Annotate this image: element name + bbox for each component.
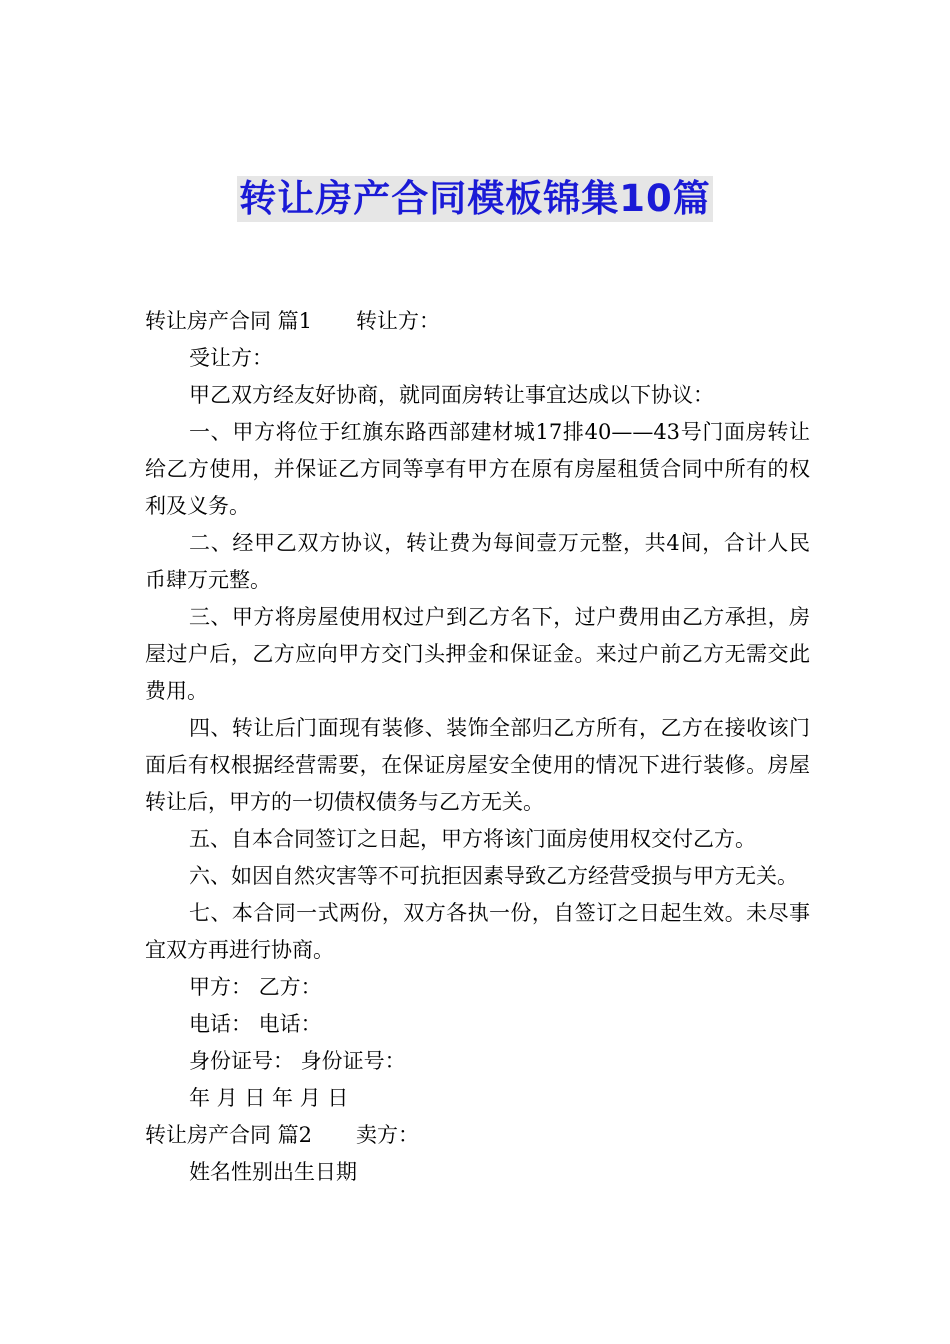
document-title: 转让房产合同模板锦集10篇 [239, 177, 711, 220]
body-paragraph: 三、甲方将房屋使用权过户到乙方名下，过户费用由乙方承担，房屋过户后，乙方应向甲方交门头押金和保证金。来过户前乙方无需交此费用。 [145, 605, 810, 703]
body-paragraph: 五、自本合同签订之日起，甲方将该门面房使用权交付乙方。 [189, 827, 756, 851]
body-paragraph: 甲乙双方经友好协商，就同面房转让事宜达成以下协议： [189, 383, 714, 407]
body-paragraph: 电话： 电话： [189, 1012, 322, 1036]
section-first-line: 卖方： [356, 1123, 420, 1147]
body-paragraph: 年 月 日 年 月 日 [189, 1086, 349, 1110]
body-paragraph: 二、经甲乙双方协议，转让费为每间壹万元整，共4间，合计人民币肆万元整。 [145, 531, 810, 592]
title-wrap [0, 176, 950, 222]
section-label: 转让房产合同 篇2 [145, 1123, 313, 1147]
body-paragraph: 四、转让后门面现有装修、装饰全部归乙方所有，乙方在接收该门面后有权根据经营需要，在保证房屋安全使用的情况下进行装修。房屋转让后，甲方的一切债权债务与乙方无关。 [145, 716, 810, 814]
section-heading [145, 1117, 810, 1154]
section-heading [145, 303, 810, 340]
body-paragraph: 一、甲方将位于红旗东路西部建材城17排40——43号门面房转让给乙方使用，并保证乙方同等享有甲方在原有房屋租赁合同中所有的权利及义务。 [145, 420, 810, 518]
section-label: 转让房产合同 篇1 [145, 309, 313, 333]
section-first-line: 转让方： [356, 309, 441, 333]
body-paragraph: 六、如因自然灾害等不可抗拒因素导致乙方经营受损与甲方无关。 [189, 864, 798, 888]
document-body [145, 303, 810, 1191]
body-paragraph: 甲方： 乙方： [189, 975, 322, 999]
body-paragraph: 姓名性别出生日期 [189, 1160, 357, 1184]
body-paragraph: 七、本合同一式两份，双方各执一份，自签订之日起生效。未尽事宜双方再进行协商。 [145, 901, 810, 962]
body-paragraph: 受让方： [189, 346, 273, 370]
body-paragraph: 身份证号： 身份证号： [189, 1049, 406, 1073]
